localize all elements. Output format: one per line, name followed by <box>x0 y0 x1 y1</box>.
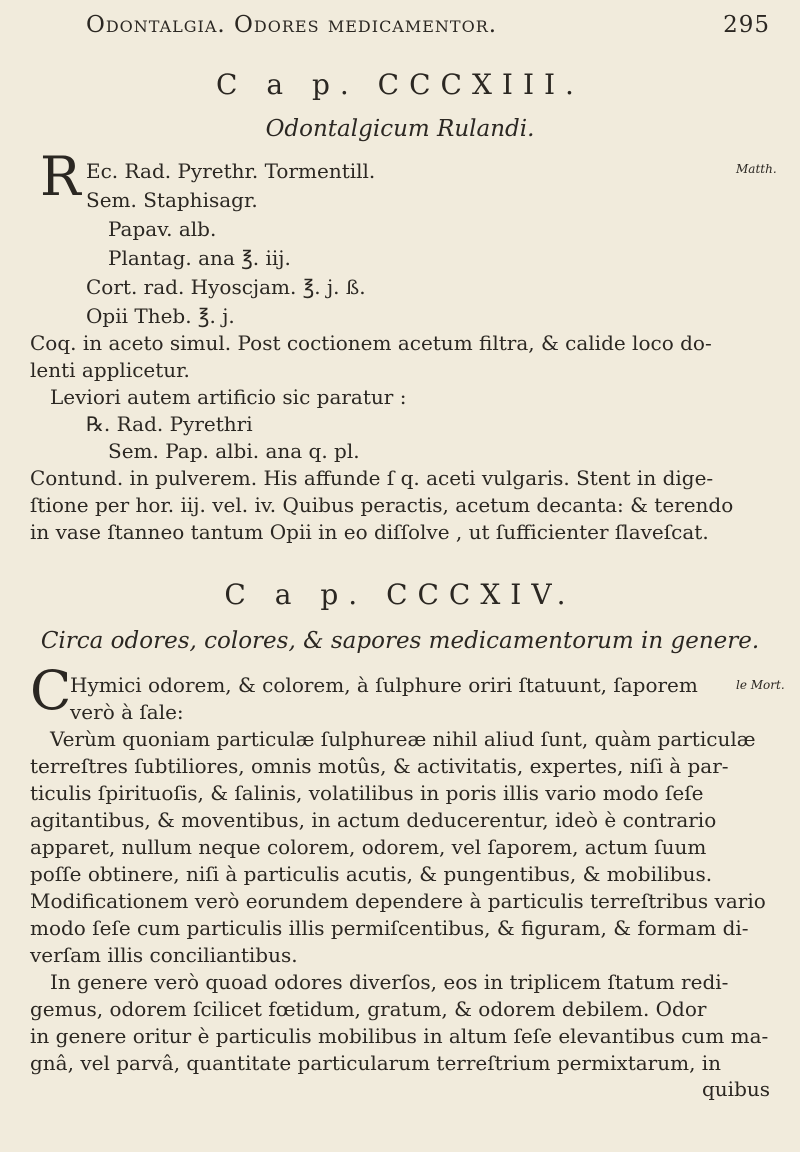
text-line: Coq. in aceto simul. Post coctionem acetum filtra, & calide loco do- <box>30 331 712 355</box>
text-line: verſam illis conciliantibus. <box>30 943 298 967</box>
text-line: Verùm quoniam particulæ ſulphureæ nihil aliud ſunt, quàm particulæ <box>50 727 756 751</box>
text-line: lenti applicetur. <box>30 358 190 382</box>
text-line: ſtione per hor. iij. vel. iv. Quibus peractis, acetum decanta: & terendo <box>30 493 734 517</box>
chapter-314-dropcap: C <box>30 659 72 722</box>
text-line: ℞. Rad. Pyrethri <box>86 412 253 436</box>
text-line: Leviori autem artificio sic paratur : <box>50 385 407 409</box>
text-line: verò à ſale: <box>70 700 184 724</box>
chapter-314-title: Circa odores, colores, & sapores medicamentorum in genere. <box>40 628 760 654</box>
text-line: Sem. Staphisagr. <box>86 188 258 212</box>
text-line: agitantibus, & moventibus, in actum deducerentur, ideò è contrario <box>30 808 717 832</box>
text-line: in genere oritur è particulis mobilibus in altum ſeſe elevantibus cum ma- <box>30 1024 769 1048</box>
text-line: in vase ſtanneo tantum Opii in eo diſſolve , ut ſufficienter ſlaveſcat. <box>30 520 709 544</box>
text-line: Plantag. ana ℥. iij. <box>108 246 291 270</box>
text-line: Papav. alb. <box>108 217 217 241</box>
text-line: Modificationem verò eorundem dependere à particulis terreſtribus vario <box>30 889 766 913</box>
text-line: ticulis ſpirituoſis, & ſalinis, volatilibus in poris illis vario modo ſeſe <box>30 781 704 805</box>
running-head-title: Odontalgia. Odores medicamentor. <box>86 12 498 38</box>
chapter-313-dropcap: R <box>40 145 81 208</box>
page-number: 295 <box>723 12 770 38</box>
chapter-314-margin-note: le Mort. <box>736 678 785 692</box>
text-line: poſſe obtinere, niſi à particulis acutis, & pungentibus, & mobilibus. <box>30 862 713 886</box>
chapter-314-heading: C a p. CCCXIV. <box>224 578 576 611</box>
text-line: In genere verò quoad odores diverſos, eos in triplicem ſtatum redi- <box>50 970 729 994</box>
chapter-313-title: Odontalgicum Rulandi. <box>265 116 535 142</box>
running-head <box>86 12 778 46</box>
text-line: apparet, nullum neque colorem, odorem, vel ſaporem, actum ſuum <box>30 835 707 859</box>
text-line: Hymici odorem, & colorem, à ſulphure oriri ſtatuunt, ſaporem <box>70 673 698 697</box>
chapter-313-margin-note: Matth. <box>736 162 777 176</box>
chapter-313-heading: C a p. CCCXIII. <box>216 68 584 101</box>
text-line: Ec. Rad. Pyrethr. Tormentill. <box>86 159 376 183</box>
text-line: modo ſeſe cum particulis illis permiſcentibus, & figuram, & formam di- <box>30 916 749 940</box>
text-line: Cort. rad. Hyoscjam. ℥. j. ß. <box>86 275 366 299</box>
text-line: Contund. in pulverem. His affunde ſ q. aceti vulgaris. Stent in dige- <box>30 466 714 490</box>
catchword: quibus <box>702 1077 771 1101</box>
text-line: gnâ, vel parvâ, quantitate particularum terreſtrium permixtarum, in <box>30 1051 722 1075</box>
text-line: Sem. Pap. albi. ana q. pl. <box>108 439 360 463</box>
text-line: terreſtres ſubtiliores, omnis motûs, & activitatis, expertes, niſi à par- <box>30 754 729 778</box>
text-line: Opii Theb. ℥. j. <box>86 304 235 328</box>
text-line: gemus, odorem ſcilicet fœtidum, gratum, & odorem debilem. Odor <box>30 997 707 1021</box>
